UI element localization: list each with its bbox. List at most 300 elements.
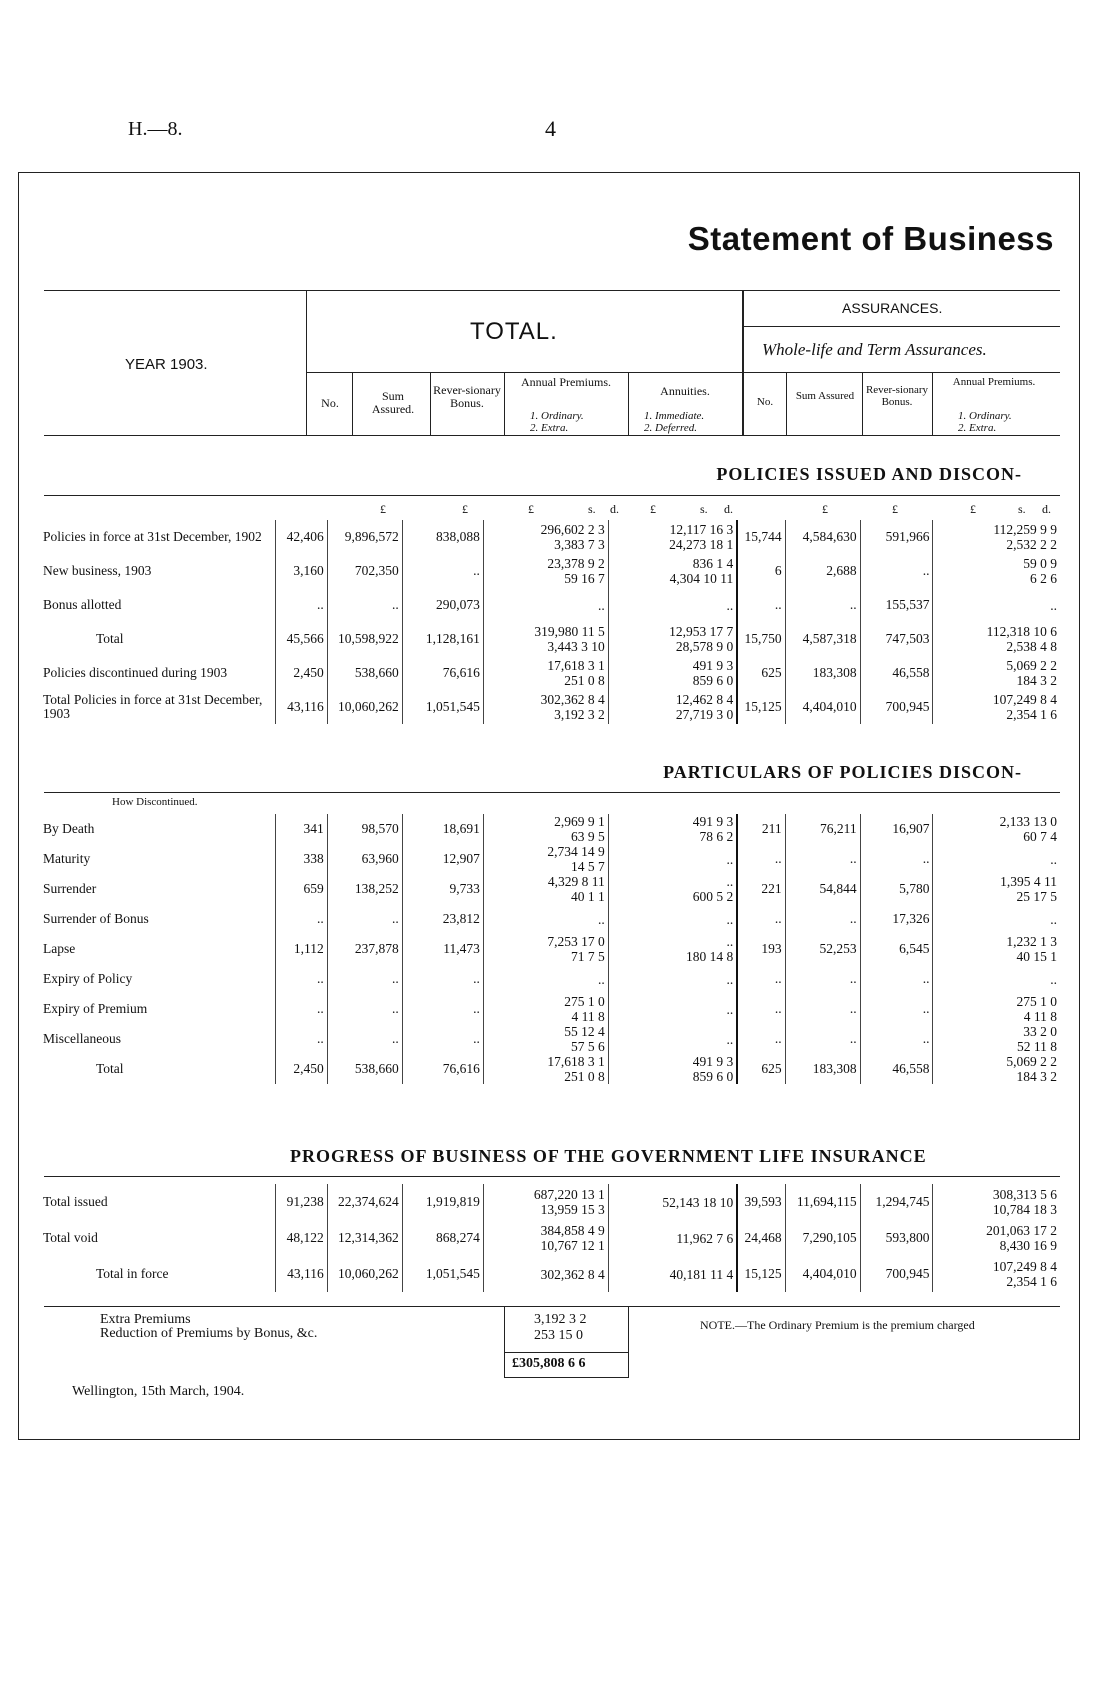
cell-a_bonus: .. [860, 844, 933, 874]
ann-line-1: 12,953 17 7 [669, 624, 734, 639]
cell-sum: 10,060,262 [327, 690, 402, 724]
cell-bonus: 12,907 [402, 844, 483, 874]
cell-a_prem [933, 904, 1060, 934]
cell-a_no: .. [737, 904, 785, 934]
a_prem-line-1: 2,133 13 0 [999, 814, 1057, 829]
a_prem-line-1: .. [1050, 597, 1057, 613]
ann-line-2: 24,273 18 1 [669, 537, 734, 552]
cell-a_sum: 11,694,115 [785, 1184, 860, 1220]
cell-a_sum: .. [785, 994, 860, 1024]
cell-a_prem [933, 588, 1060, 622]
cell-a_sum: 52,253 [785, 934, 860, 964]
cell-prem [483, 588, 608, 622]
ann-line-1: 491 9 3 [692, 658, 734, 673]
ann-line-1: 836 1 4 [692, 556, 734, 571]
ann-line-1: .. [726, 934, 734, 949]
ann-line-2: 4,304 10 11 [669, 571, 734, 586]
cell-a_bonus: 155,537 [860, 588, 933, 622]
cell-a_no: 211 [737, 814, 785, 844]
prem-line-2: 251 0 8 [564, 1069, 605, 1084]
cell-bonus: 1,919,819 [402, 1184, 483, 1220]
a_prem-line-2: 2,354 1 6 [1006, 1274, 1057, 1289]
extra-premiums-label: Extra Premiums [100, 1312, 191, 1327]
a_prem-line-1: 112,259 9 9 [993, 522, 1057, 537]
cell-a_no: 625 [737, 656, 785, 690]
cell-sum: .. [327, 904, 402, 934]
row-label: Total in force [40, 1256, 275, 1292]
a_prem-line-2: 184 3 2 [1016, 673, 1057, 688]
cell-sum: 63,960 [327, 844, 402, 874]
cell-ann [608, 994, 737, 1024]
cell-a_no: 15,125 [737, 1256, 785, 1292]
policies-issued-table [40, 520, 1060, 724]
a_prem-line-1: 201,063 17 2 [986, 1223, 1057, 1238]
cell-a_prem [933, 1220, 1060, 1256]
table-row [40, 844, 1060, 874]
cell-no: 2,450 [275, 656, 327, 690]
cell-no: 341 [275, 814, 327, 844]
prem-line-1: 2,969 9 1 [554, 814, 605, 829]
cell-bonus: .. [402, 1024, 483, 1054]
ann-line-1: 12,462 8 4 [675, 692, 734, 707]
ann-line-2: 27,719 3 0 [675, 707, 734, 722]
cell-sum: 237,878 [327, 934, 402, 964]
section-progress-heading: PROGRESS OF BUSINESS OF THE GOVERNMENT LIFE INSURANCE [290, 1146, 927, 1166]
cell-prem [483, 904, 608, 934]
cell-a_prem [933, 1054, 1060, 1084]
unit-label: s. [1018, 502, 1026, 516]
a_prem-line-1: 107,249 8 4 [992, 692, 1057, 707]
prem-line-1: 384,858 4 9 [540, 1223, 605, 1238]
cell-a_bonus: 747,503 [860, 622, 933, 656]
row-label: Total [40, 622, 275, 656]
cell-ann [608, 964, 737, 994]
col-a-reversionary-bonus: Rever-sionary Bonus. [865, 384, 929, 408]
cell-sum: .. [327, 994, 402, 1024]
cell-ann [608, 814, 737, 844]
unit-label: £ [650, 502, 656, 516]
a_prem-line-2: 2,532 2 2 [1006, 537, 1057, 552]
cell-no: .. [275, 964, 327, 994]
cell-a_bonus: 16,907 [860, 814, 933, 844]
prem-line-1: 23,378 9 2 [547, 556, 605, 571]
cell-prem [483, 814, 608, 844]
extra-premiums-value: 3,192 3 2 [534, 1312, 587, 1327]
ann-line-1: 491 9 3 [692, 1054, 734, 1069]
cell-ann [608, 904, 737, 934]
unit-label: d. [1042, 502, 1051, 516]
unit-label: £ [970, 502, 976, 516]
prem-line-2: 10,767 12 1 [540, 1238, 605, 1253]
cell-bonus: 9,733 [402, 874, 483, 904]
cell-sum: 98,570 [327, 814, 402, 844]
cell-a_prem [933, 622, 1060, 656]
cell-bonus: .. [402, 554, 483, 588]
prem-line-2: 63 9 5 [571, 829, 605, 844]
cell-ann [608, 520, 737, 554]
cell-a_sum: .. [785, 1024, 860, 1054]
cell-a_sum: .. [785, 904, 860, 934]
a_prem-line-1: 33 2 0 [1023, 1024, 1057, 1039]
how-discontinued-label: How Discontinued. [112, 796, 198, 808]
cell-prem [483, 844, 608, 874]
cell-no: .. [275, 588, 327, 622]
cell-a_bonus: .. [860, 1024, 933, 1054]
col-no: No. [321, 396, 339, 410]
cell-bonus: 1,128,161 [402, 622, 483, 656]
col-a-no: No. [756, 396, 774, 408]
reduction-value: 253 15 0 [534, 1328, 583, 1343]
ann-line-1: 491 9 3 [692, 814, 734, 829]
cell-prem [483, 1256, 608, 1292]
col-premiums-note-extra: 2. Extra. [530, 422, 569, 434]
cell-no: 43,116 [275, 690, 327, 724]
section-policies-issued-heading: POLICIES ISSUED AND DISCON- [716, 464, 1022, 484]
a_prem-line-1: 5,069 2 2 [1006, 1054, 1057, 1069]
grand-total-value: £305,808 6 6 [512, 1356, 586, 1371]
col-premiums-note-ordinary: 1. Ordinary. [530, 410, 584, 422]
cell-sum: 10,598,922 [327, 622, 402, 656]
col-a-premiums-note-ordinary: 1. Ordinary. [958, 410, 1012, 422]
cell-prem [483, 656, 608, 690]
a_prem-line-1: .. [1050, 911, 1057, 927]
a_prem-line-2: 52 11 8 [1017, 1039, 1057, 1054]
prem-line-2: 57 5 6 [571, 1039, 605, 1054]
col-a-annual-premiums: Annual Premiums. [952, 376, 1036, 388]
a_prem-line-1: .. [1050, 971, 1057, 987]
row-label: Surrender [40, 874, 275, 904]
cell-sum: 702,350 [327, 554, 402, 588]
cell-a_no: 15,125 [737, 690, 785, 724]
ann-line-1: 12,117 16 3 [669, 522, 734, 537]
cell-a_sum: 2,688 [785, 554, 860, 588]
a_prem-line-2: 8,430 16 9 [999, 1238, 1057, 1253]
cell-a_prem [933, 554, 1060, 588]
table-row [40, 1184, 1060, 1220]
place-and-date: Wellington, 15th March, 1904. [72, 1384, 245, 1399]
ann-line-2: 600 5 2 [692, 889, 734, 904]
cell-a_sum: 4,587,318 [785, 622, 860, 656]
page-title: Statement of Business [687, 220, 1054, 257]
page-number: 4 [545, 116, 556, 141]
prem-line-1: 2,734 14 9 [547, 844, 605, 859]
ann-line-1: 40,181 11 4 [669, 1266, 734, 1282]
table-row [40, 874, 1060, 904]
cell-a_prem [933, 934, 1060, 964]
row-label: Total issued [40, 1184, 275, 1220]
table-row [40, 964, 1060, 994]
cell-no: 1,112 [275, 934, 327, 964]
cell-a_sum: 4,584,630 [785, 520, 860, 554]
row-label: Surrender of Bonus [40, 904, 275, 934]
cell-a_bonus: 700,945 [860, 1256, 933, 1292]
cell-a_prem [933, 1184, 1060, 1220]
cell-prem [483, 520, 608, 554]
section-particulars-heading: PARTICULARS OF POLICIES DISCON- [663, 762, 1022, 782]
cell-a_no: .. [737, 844, 785, 874]
cell-prem [483, 1024, 608, 1054]
page-reference: H.—8. [128, 118, 183, 140]
cell-sum: 9,896,572 [327, 520, 402, 554]
cell-bonus: 11,473 [402, 934, 483, 964]
cell-prem [483, 874, 608, 904]
cell-a_sum: 183,308 [785, 1054, 860, 1084]
prem-line-1: 4,329 8 11 [547, 874, 605, 889]
row-label: Policies in force at 31st December, 1902 [40, 520, 275, 554]
a_prem-line-1: .. [1050, 851, 1057, 867]
table-row [40, 520, 1060, 554]
cell-ann [608, 844, 737, 874]
ann-line-1: 11,962 7 6 [676, 1230, 734, 1246]
ann-line-1: .. [726, 1001, 734, 1017]
cell-sum: .. [327, 588, 402, 622]
table-row [40, 588, 1060, 622]
cell-a_prem [933, 844, 1060, 874]
cell-no: 659 [275, 874, 327, 904]
cell-a_sum: 7,290,105 [785, 1220, 860, 1256]
unit-label: d. [724, 502, 733, 516]
cell-a_no: 24,468 [737, 1220, 785, 1256]
cell-a_bonus: 1,294,745 [860, 1184, 933, 1220]
cell-bonus: 1,051,545 [402, 1256, 483, 1292]
unit-label: s. [700, 502, 708, 516]
table-row [40, 1220, 1060, 1256]
cell-a_bonus: 46,558 [860, 656, 933, 690]
prem-line-1: 55 12 4 [564, 1024, 605, 1039]
prem-line-1: 687,220 13 1 [533, 1187, 605, 1202]
prem-line-2: 71 7 5 [571, 949, 605, 964]
cell-a_prem [933, 814, 1060, 844]
cell-ann [608, 934, 737, 964]
prem-line-1: 275 1 0 [564, 994, 605, 1009]
table-row [40, 1024, 1060, 1054]
row-label: Maturity [40, 844, 275, 874]
unit-label: d. [610, 502, 619, 516]
cell-a_prem [933, 520, 1060, 554]
table-row [40, 814, 1060, 844]
cell-no: 42,406 [275, 520, 327, 554]
unit-label: £ [528, 502, 534, 516]
row-label: Policies discontinued during 1903 [40, 656, 275, 690]
unit-label: £ [380, 502, 386, 516]
cell-bonus: 23,812 [402, 904, 483, 934]
cell-sum: 12,314,362 [327, 1220, 402, 1256]
cell-sum: .. [327, 964, 402, 994]
cell-a_bonus: 17,326 [860, 904, 933, 934]
unit-label: s. [588, 502, 596, 516]
row-label: Expiry of Premium [40, 994, 275, 1024]
whole-life-header: Whole-life and Term Assurances. [762, 340, 987, 359]
a_prem-line-2: 10,784 18 3 [992, 1202, 1057, 1217]
a_prem-line-2: 40 15 1 [1016, 949, 1057, 964]
cell-ann [608, 622, 737, 656]
table-row [40, 554, 1060, 588]
cell-a_sum: .. [785, 844, 860, 874]
unit-label: £ [822, 502, 828, 516]
prem-line-2: 3,383 7 3 [554, 537, 605, 552]
cell-bonus: 290,073 [402, 588, 483, 622]
prem-line-2: 3,192 3 2 [554, 707, 605, 722]
prem-line-2: 13,959 15 3 [540, 1202, 605, 1217]
prem-line-1: .. [598, 597, 605, 613]
cell-a_prem [933, 1256, 1060, 1292]
cell-a_no: .. [737, 1024, 785, 1054]
prem-line-1: 302,362 8 4 [540, 1266, 605, 1282]
cell-prem [483, 1220, 608, 1256]
a_prem-line-1: 275 1 0 [1016, 994, 1057, 1009]
cell-a_sum: .. [785, 964, 860, 994]
cell-a_no: 39,593 [737, 1184, 785, 1220]
progress-table [40, 1184, 1060, 1292]
total-header: TOTAL. [470, 318, 558, 345]
cell-prem [483, 994, 608, 1024]
unit-label: £ [892, 502, 898, 516]
a_prem-line-1: 308,313 5 6 [992, 1187, 1057, 1202]
cell-a_sum: 4,404,010 [785, 690, 860, 724]
cell-a_bonus: .. [860, 994, 933, 1024]
prem-line-2: 3,443 3 10 [547, 639, 605, 654]
cell-prem [483, 622, 608, 656]
table-row [40, 994, 1060, 1024]
a_prem-line-1: 5,069 2 2 [1006, 658, 1057, 673]
cell-prem [483, 1054, 608, 1084]
col-reversionary-bonus: Rever-sionary Bonus. [433, 383, 501, 410]
cell-sum: 10,060,262 [327, 1256, 402, 1292]
cell-a_bonus: 6,545 [860, 934, 933, 964]
cell-no: 45,566 [275, 622, 327, 656]
table-row [40, 622, 1060, 656]
prem-line-2: 14 5 7 [571, 859, 605, 874]
unit-label: £ [462, 502, 468, 516]
row-label: Total Policies in force at 31st December, 1903 [40, 690, 275, 724]
ann-line-1: .. [726, 1031, 734, 1047]
cell-a_prem [933, 1024, 1060, 1054]
a_prem-line-1: 1,232 1 3 [1006, 934, 1057, 949]
cell-bonus: 76,616 [402, 656, 483, 690]
cell-a_no: .. [737, 964, 785, 994]
col-annuities: Annuities. [660, 384, 710, 398]
cell-no: 48,122 [275, 1220, 327, 1256]
cell-a_bonus: .. [860, 554, 933, 588]
cell-a_prem [933, 656, 1060, 690]
table-row [40, 1054, 1060, 1084]
cell-bonus: .. [402, 994, 483, 1024]
row-label: Bonus allotted [40, 588, 275, 622]
cell-a_no: 15,750 [737, 622, 785, 656]
cell-bonus: 838,088 [402, 520, 483, 554]
cell-no: .. [275, 904, 327, 934]
row-label: Lapse [40, 934, 275, 964]
a_prem-line-1: 107,249 8 4 [992, 1259, 1057, 1274]
cell-a_sum: .. [785, 588, 860, 622]
cell-a_sum: 54,844 [785, 874, 860, 904]
a_prem-line-2: 2,354 1 6 [1006, 707, 1057, 722]
cell-ann [608, 690, 737, 724]
prem-line-2: 251 0 8 [564, 673, 605, 688]
cell-no: 91,238 [275, 1184, 327, 1220]
cell-a_bonus: .. [860, 964, 933, 994]
cell-prem [483, 934, 608, 964]
prem-line-1: 7,253 17 0 [547, 934, 605, 949]
ann-line-1: .. [726, 911, 734, 927]
cell-bonus: 868,274 [402, 1220, 483, 1256]
row-label: Expiry of Policy [40, 964, 275, 994]
cell-bonus: 1,051,545 [402, 690, 483, 724]
cell-no: .. [275, 1024, 327, 1054]
ann-line-1: .. [726, 597, 734, 613]
cell-a_sum: 4,404,010 [785, 1256, 860, 1292]
cell-ann [608, 1054, 737, 1084]
a_prem-line-2: 2,538 4 8 [1006, 639, 1057, 654]
cell-a_no: .. [737, 994, 785, 1024]
ann-line-1: .. [726, 971, 734, 987]
cell-bonus: .. [402, 964, 483, 994]
prem-line-1: 296,602 2 3 [540, 522, 605, 537]
col-a-premiums-note-extra: 2. Extra. [958, 422, 997, 434]
a_prem-line-2: 6 2 6 [1030, 571, 1057, 586]
ann-line-2: 78 6 2 [699, 829, 734, 844]
a_prem-line-1: 59 0 9 [1023, 556, 1057, 571]
ann-line-2: 859 6 0 [692, 673, 734, 688]
cell-a_bonus: 591,966 [860, 520, 933, 554]
prem-line-2: 40 1 1 [571, 889, 605, 904]
a_prem-line-2: 25 17 5 [1016, 889, 1057, 904]
cell-sum: 138,252 [327, 874, 402, 904]
ordinary-premium-note: NOTE.—The Ordinary Premium is the premium charged [700, 1318, 975, 1332]
cell-a_prem [933, 994, 1060, 1024]
cell-a_no: 625 [737, 1054, 785, 1084]
cell-ann [608, 1256, 737, 1292]
ann-line-2: 859 6 0 [692, 1069, 734, 1084]
table-row [40, 656, 1060, 690]
cell-ann [608, 554, 737, 588]
a_prem-line-2: 184 3 2 [1016, 1069, 1057, 1084]
cell-ann [608, 1024, 737, 1054]
cell-ann [608, 588, 737, 622]
cell-ann [608, 1220, 737, 1256]
cell-a_sum: 76,211 [785, 814, 860, 844]
table-row [40, 690, 1060, 724]
assurances-header: ASSURANCES. [842, 300, 943, 316]
table-row [40, 904, 1060, 934]
prem-line-1: 17,618 3 1 [547, 658, 605, 673]
prem-line-1: .. [598, 911, 605, 927]
cell-a_bonus: 700,945 [860, 690, 933, 724]
particulars-table [40, 814, 1060, 1084]
prem-line-1: 319,980 11 5 [534, 624, 605, 639]
a_prem-line-2: 60 7 4 [1023, 829, 1057, 844]
year-header: YEAR 1903. [125, 356, 208, 373]
reduction-label: Reduction of Premiums by Bonus, &c. [100, 1326, 318, 1341]
cell-bonus: 76,616 [402, 1054, 483, 1084]
cell-a_bonus: 593,800 [860, 1220, 933, 1256]
col-sum-assured: Sum Assured. [371, 389, 415, 416]
prem-line-1: 17,618 3 1 [547, 1054, 605, 1069]
row-label: Total [40, 1054, 275, 1084]
units-row [0, 502, 1114, 520]
cell-a_prem [933, 964, 1060, 994]
col-annual-premiums: Annual Premiums. [521, 375, 611, 389]
cell-a_prem [933, 690, 1060, 724]
ann-line-1: .. [726, 874, 734, 889]
cell-sum: .. [327, 1024, 402, 1054]
cell-ann [608, 656, 737, 690]
cell-a_no: .. [737, 588, 785, 622]
cell-prem [483, 1184, 608, 1220]
cell-a_sum: 183,308 [785, 656, 860, 690]
cell-a_bonus: 5,780 [860, 874, 933, 904]
prem-line-2: 4 11 8 [571, 1009, 605, 1024]
